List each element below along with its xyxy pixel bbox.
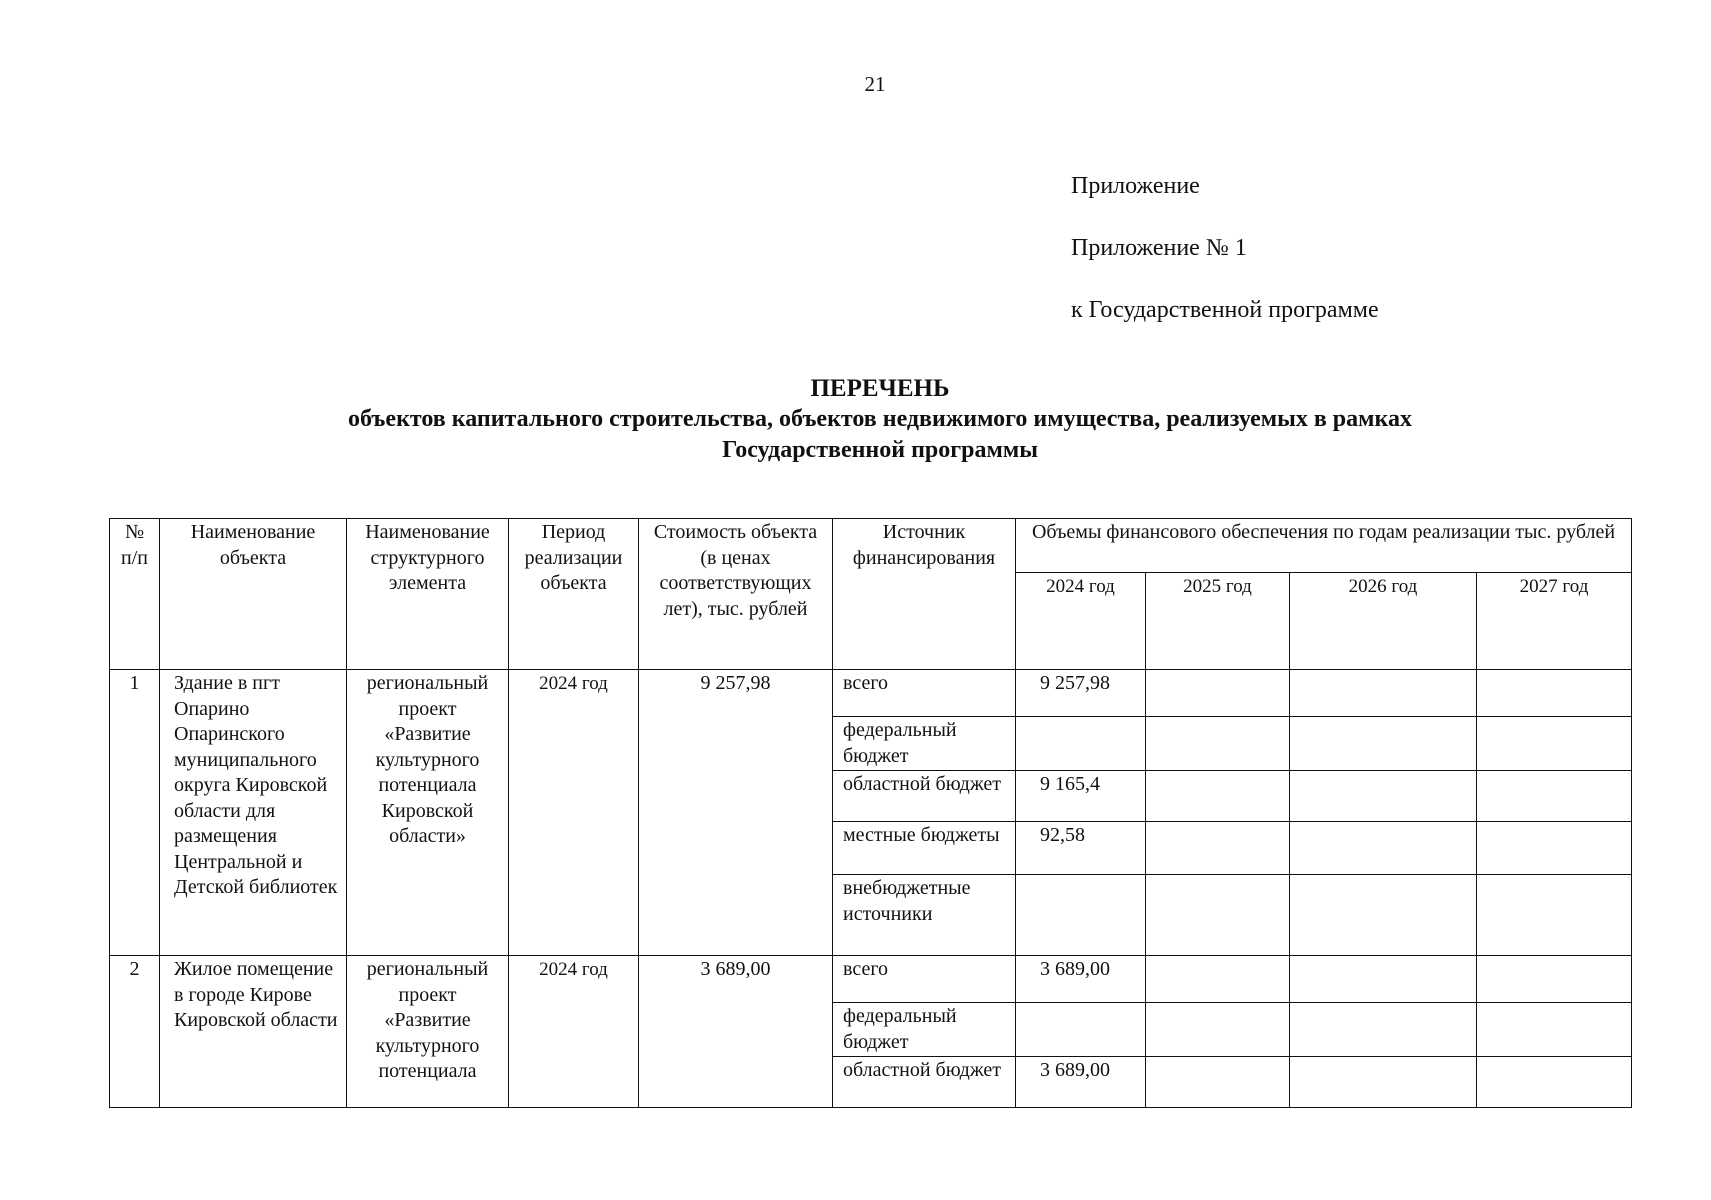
funding-source: областной бюджет <box>833 771 1016 822</box>
value-2026 <box>1290 956 1477 1003</box>
value-2024: 92,58 <box>1016 822 1146 875</box>
funding-source: внебюджетные источники <box>833 875 1016 956</box>
page-number: 21 <box>864 72 886 96</box>
table-row <box>110 956 1632 1003</box>
header-year-2027: 2027 год <box>1477 573 1632 670</box>
funding-source: местные бюджеты <box>833 822 1016 875</box>
object-cost: 3 689,00 <box>639 956 833 1108</box>
header-object-name: Наименование объекта <box>160 519 347 670</box>
value-2027 <box>1477 1057 1632 1108</box>
value-2024: 9 257,98 <box>1016 670 1146 717</box>
header-cost: Стоимость объекта (в ценах соответствующих лет), тыс. рублей <box>639 519 833 670</box>
value-2026 <box>1290 771 1477 822</box>
appendix-number: Приложение № 1 <box>1071 235 1247 261</box>
value-2025 <box>1146 771 1290 822</box>
structural-element: региональный проект «Развитие культурного потенциала <box>347 956 509 1108</box>
header-structural-element: Наименование структурного элемента <box>347 519 509 670</box>
table-header-row <box>110 519 1632 573</box>
table-row <box>110 670 1632 717</box>
value-2024: 3 689,00 <box>1016 956 1146 1003</box>
objects-table <box>109 518 1632 1108</box>
object-cost: 9 257,98 <box>639 670 833 956</box>
row-num: 2 <box>110 956 160 1108</box>
value-2024: 9 165,4 <box>1016 771 1146 822</box>
header-num: № п/п <box>110 519 160 670</box>
funding-source: федеральный бюджет <box>833 717 1016 771</box>
title-line-3: Государственной программы <box>722 437 1038 463</box>
value-2024: 3 689,00 <box>1016 1057 1146 1108</box>
value-2024 <box>1016 875 1146 956</box>
header-year-2025: 2025 год <box>1146 573 1290 670</box>
appendix-label: Приложение <box>1071 173 1200 199</box>
header-year-2026: 2026 год <box>1290 573 1477 670</box>
funding-source: всего <box>833 670 1016 717</box>
header-funding-volumes: Объемы финансового обеспечения по годам реализации тыс. рублей <box>1016 519 1632 573</box>
title-line-2: объектов капитального строительства, объектов недвижимого имущества, реализуемых в рамках <box>348 406 1412 432</box>
header-year-2024: 2024 год <box>1016 573 1146 670</box>
implementation-period: 2024 год <box>509 670 639 956</box>
value-2026 <box>1290 1057 1477 1108</box>
header-period: Период реализации объекта <box>509 519 639 670</box>
value-2027 <box>1477 670 1632 717</box>
implementation-period: 2024 год <box>509 956 639 1108</box>
value-2025 <box>1146 1003 1290 1057</box>
value-2024 <box>1016 1003 1146 1057</box>
value-2027 <box>1477 956 1632 1003</box>
value-2024 <box>1016 717 1146 771</box>
value-2025 <box>1146 822 1290 875</box>
value-2025 <box>1146 956 1290 1003</box>
value-2027 <box>1477 771 1632 822</box>
funding-source: федеральный бюджет <box>833 1003 1016 1057</box>
value-2025 <box>1146 717 1290 771</box>
value-2026 <box>1290 822 1477 875</box>
appendix-reference: к Государственной программе <box>1071 297 1379 323</box>
row-num: 1 <box>110 670 160 956</box>
object-name: Здание в пгт Опарино Опаринского муниципального округа Кировской области для размещения Центральной и Детской библиотек <box>160 670 347 956</box>
header-funding-source: Источник финансирования <box>833 519 1016 670</box>
value-2026 <box>1290 1003 1477 1057</box>
value-2027 <box>1477 822 1632 875</box>
value-2025 <box>1146 875 1290 956</box>
value-2025 <box>1146 670 1290 717</box>
value-2026 <box>1290 875 1477 956</box>
value-2025 <box>1146 1057 1290 1108</box>
value-2027 <box>1477 717 1632 771</box>
funding-source: всего <box>833 956 1016 1003</box>
value-2026 <box>1290 670 1477 717</box>
value-2027 <box>1477 1003 1632 1057</box>
title-main: ПЕРЕЧЕНЬ <box>810 375 950 402</box>
value-2027 <box>1477 875 1632 956</box>
object-name: Жилое помещение в городе Кирове Кировской области <box>160 956 347 1108</box>
document-title <box>180 373 1580 466</box>
structural-element: региональный проект «Развитие культурного потенциала Кировской области» <box>347 670 509 956</box>
value-2026 <box>1290 717 1477 771</box>
funding-source: областной бюджет <box>833 1057 1016 1108</box>
